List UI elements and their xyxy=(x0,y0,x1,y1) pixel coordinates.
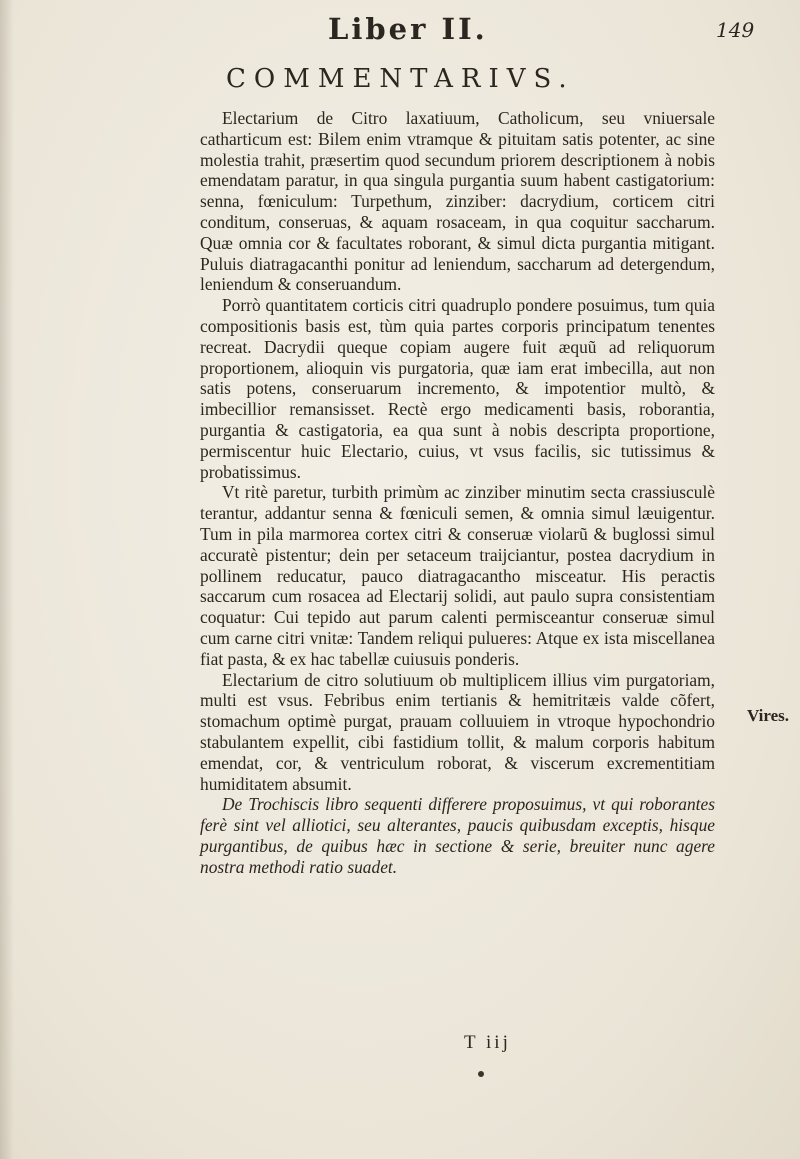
margin-note: Vires. xyxy=(747,706,790,725)
signature-mark: T iij xyxy=(464,1032,511,1053)
ink-dot xyxy=(478,1071,484,1077)
section-heading: COMMENTARIVS. xyxy=(226,64,575,94)
paragraph-1: Electarium de Citro laxatiuum, Catholicum, seu vniuersale catharticum est: Bilem enim vtramque & pituitam satis potenter, ac sine molestia trahit, præsertim quod secundum priorem descriptionem à nobis emendatam paratur, in qua singula purgantia suum habent castigatorium: senna, fœniculum: Turpethum, zinziber: dacrydium, corticem citri conditum, conseruas, & aquam rosaceam, in qua coquitur saccharum. Quæ omnia cor & facultates roborant, & simul dicta purgantia mitigant. Puluis diatragacanthi ponitur ad leniendum, saccharum ad detergendum, leniendum & conseruandum. xyxy=(200,108,715,295)
paragraph-4: Electarium de citro solutiuum ob multiplicem illius vim purgatoriam, multi est vsus. Febribus enim tertianis & hemitritæis valde cõfert, stomachum optimè purgat, prauam colluuiem in vtroque hypochondrio stabulantem expellit, cibi fastidium tollit, & malum corporis habitum emendat, cor, & ventriculum roborat, & viscerum excrementitiam humiditatem absumit. xyxy=(200,669,715,794)
running-head xyxy=(0,10,800,50)
page-fold-shadow xyxy=(0,0,14,1159)
closing-italic-paragraph: De Trochiscis libro sequenti differere proposuimus, vt qui roborantes ferè sint vel alliotici, seu alterantes, paucis quibusdam exceptis, hisque purgantibus, de quibus hæc in sectione & serie, breuiter nunc agere nostra methodi ratio suadet. xyxy=(200,794,715,877)
paragraph-3: Vt ritè paretur, turbith primùm ac zinziber minutim secta crassiusculè terantur, addantur senna & fœniculi semen, & omnia simul læuigentur. Tum in pila marmorea cortex citri & conseruæ violarũ & buglossi simul accuratè pistentur; dein per setaceum traijciantur, postea dacrydium in pollinem reducatur, pauco diatragacantho misceatur. His peractis saccarum cum rosacea ad Electarij solidi, aut paulo supra consistentiam coquatur: Cui tepido aut parum calenti permisceantur conseruæ simul cum carne citri vnitæ: Tandem reliqui pulueres: Atque ex ista miscellanea fiat pasta, & ex hac tabellæ cuiusuis ponderis. xyxy=(200,482,715,669)
page-number: 149 xyxy=(716,18,755,42)
commentary-text xyxy=(200,108,715,877)
paragraph-2: Porrò quantitatem corticis citri quadruplo pondere posuimus, tum quia compositionis basis est, tùm quia partes corporis principatum tenentes recreat. Dacrydii queque copiam augere fuit æquũ ad reliquorum proportionem, alioquin vis purgatoria, quæ iam erat imbecilla, aut non satis potens, conseruarum incremento, & impotentior multò, & imbecillior remansisset. Rectè ergo medicamenti basis, roborantia, purgantia & castigatoria, ea qua sunt à nobis descripta proportione, permiscentur huic Electario, cuius, vt vsus facilis, sic tutissimus & probatissimus. xyxy=(200,295,715,482)
book-title: Liber II. xyxy=(328,12,488,46)
